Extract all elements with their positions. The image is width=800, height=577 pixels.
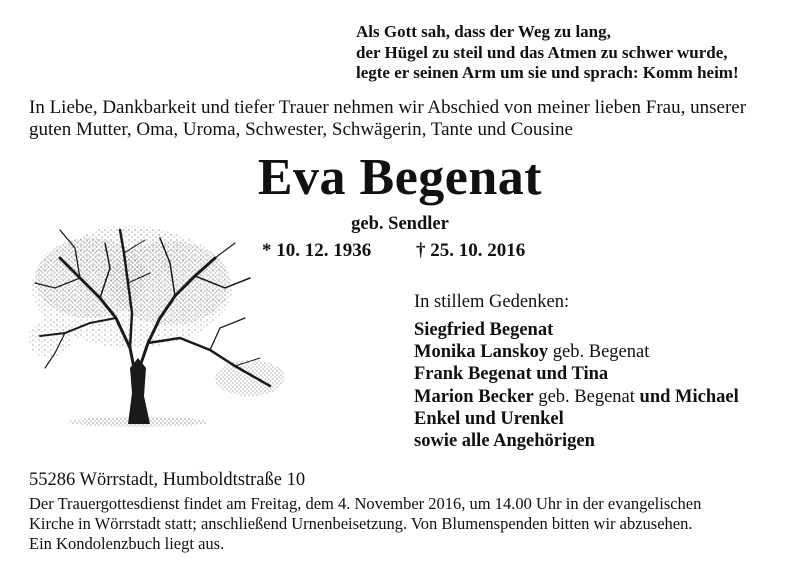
deceased-name: Eva Begenat xyxy=(257,149,543,206)
mourner-name: Monika Lanskoy xyxy=(414,342,549,363)
mourner-name: Siegfried Begenat xyxy=(414,320,554,340)
notice-line: Kirche in Wörrstadt statt; anschließend Urnenbeisetzung. Von Blumenspenden bitten wir abzusehen. xyxy=(29,514,693,533)
mourner-line xyxy=(414,341,739,363)
intro-text xyxy=(29,97,789,141)
verse-line: legte er seinen Arm um sie und sprach: Komm heim! xyxy=(356,63,739,82)
address: 55286 Wörrstadt, Humboldtstraße 10 xyxy=(29,470,306,490)
notice-line: Der Trauergottesdienst findet am Freitag, dem 4. November 2016, um 14.00 Uhr in der evangelischen xyxy=(29,494,702,513)
life-dates xyxy=(262,240,525,262)
birth-date: * 10. 12. 1936 xyxy=(262,240,372,261)
funeral-notice xyxy=(29,494,779,554)
mourner-name: sowie alle Angehörigen xyxy=(414,431,595,452)
verse-line: Als Gott sah, dass der Weg zu lang, xyxy=(356,22,611,41)
death-date: † 25. 10. 2016 xyxy=(416,240,526,261)
memorial-heading: In stillem Gedenken: xyxy=(414,292,570,312)
mourner-line xyxy=(414,386,739,408)
mourner-note: geb. Begenat xyxy=(548,342,650,363)
mourners-list xyxy=(414,319,739,452)
memorial-verse xyxy=(356,22,739,84)
maiden-name: geb. Sendler xyxy=(351,214,449,234)
intro-line: guten Mutter, Oma, Uroma, Schwester, Schwägerin, Tante und Cousine xyxy=(29,119,573,140)
mourner-name: Enkel und Urenkel xyxy=(414,408,564,429)
mourner-note: geb. Begenat xyxy=(533,386,640,407)
verse-line: der Hügel zu steil und das Atmen zu schwer wurde, xyxy=(356,42,728,62)
mourner-name: und Michael xyxy=(639,386,739,407)
intro-line: In Liebe, Dankbarkeit und tiefer Trauer nehmen wir Abschied von meiner lieben Frau, unserer xyxy=(29,97,747,118)
notice-line: Ein Kondolenzbuch liegt aus. xyxy=(29,534,225,553)
tree-illustration-icon xyxy=(20,218,288,430)
mourner-name: Frank Begenat und Tina xyxy=(414,364,609,385)
mourner-name: Marion Becker xyxy=(414,386,534,407)
